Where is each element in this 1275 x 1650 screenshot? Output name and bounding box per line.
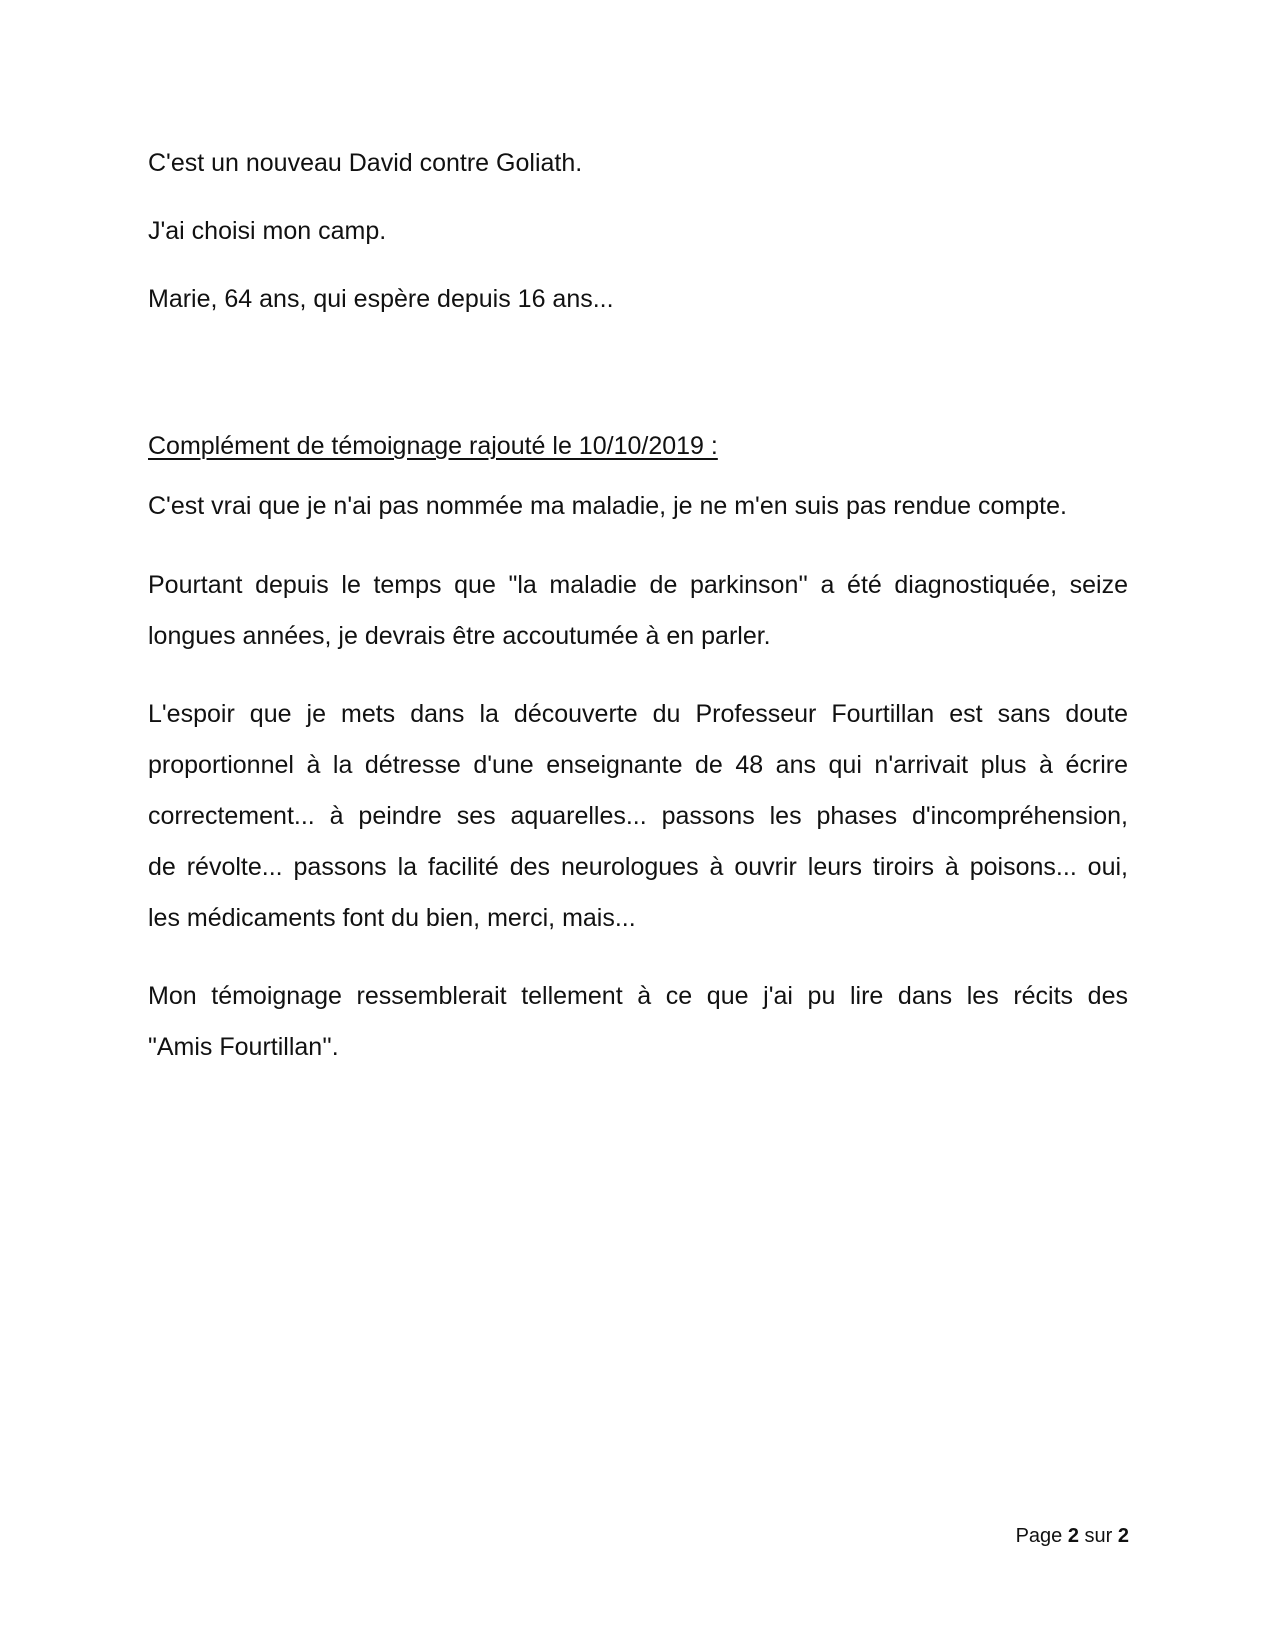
paragraph-line: Mon témoignage ressemblerait tellement à ce que j'ai pu lire dans les récits des [148,982,1128,1010]
paragraph-line: proportionnel à la détresse d'une enseignante de 48 ans qui n'arrivait plus à écrire [148,751,1128,779]
signature-line: Marie, 64 ans, qui espère depuis 16 ans... [148,285,614,313]
paragraph-line: Pourtant depuis le temps que "la maladie de parkinson'' a été diagnostiquée, seize [148,571,1128,599]
page-number [1016,1524,1129,1548]
paragraph-line: longues années, je devrais être accoutumée à en parler. [148,622,771,650]
paragraph-line: C'est vrai que je n'ai pas nommée ma maladie, je ne m'en suis pas rendue compte. [148,492,1067,520]
paragraph-line: "Amis Fourtillan''. [148,1033,339,1061]
section-heading-text: Complément de témoignage rajouté le 10/10/2019 : [148,432,718,460]
section-heading [148,431,1128,461]
text-line: J'ai choisi mon camp. [148,217,387,245]
paragraph-line: correctement... à peindre ses aquarelles... passons les phases d'incompréhension, [148,802,1128,830]
text-line: C'est un nouveau David contre Goliath. [148,149,583,177]
page-number-total: 2 [1117,1525,1129,1547]
page-number-prefix: Page [1015,1525,1068,1547]
page-number-middle: sur [1078,1525,1118,1547]
paragraph-line: L'espoir que je mets dans la découverte du Professeur Fourtillan est sans doute [148,700,1128,728]
page-number-current: 2 [1067,1525,1079,1547]
paragraph-line: les médicaments font du bien, merci, mais... [148,904,636,932]
paragraph-line: de révolte... passons la facilité des neurologues à ouvrir leurs tiroirs à poisons... oui, [148,853,1128,881]
